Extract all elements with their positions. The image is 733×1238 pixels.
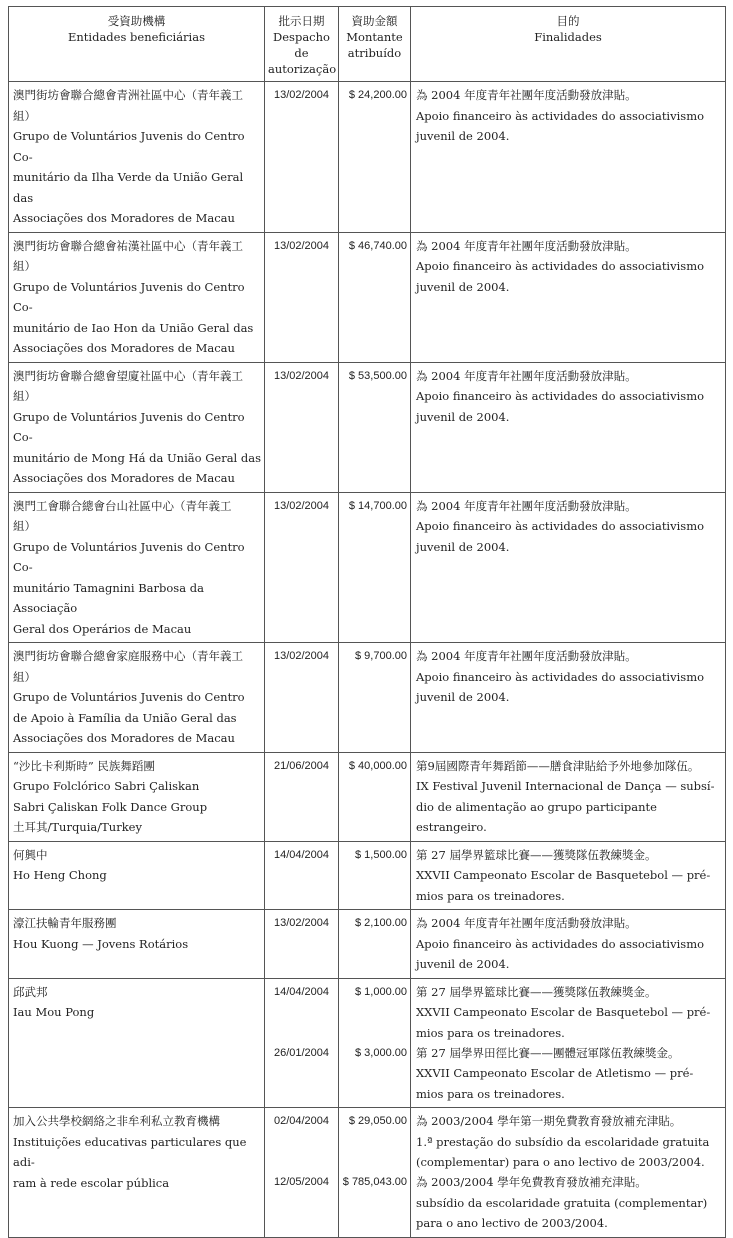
date-cell — [265, 643, 339, 753]
amount-value: $ 785,043.00 — [342, 1176, 407, 1188]
date-value: 12/05/2004 — [273, 1176, 330, 1188]
amount-cell — [339, 362, 411, 492]
amount-value: $ 53,500.00 — [348, 369, 407, 382]
table-row — [9, 841, 726, 910]
table-row — [9, 910, 726, 979]
header-date-pt1: Despacho de — [273, 30, 330, 60]
table-row-iau — [9, 978, 726, 1108]
purpose-line: 為 2003/2004 學年第一期免費教育發放補充津貼。 — [416, 1114, 682, 1128]
table-row — [9, 752, 726, 841]
amount-value: $ 40,000.00 — [348, 759, 407, 772]
date-value: 13/02/2004 — [273, 499, 330, 512]
purpose-line: subsídio da escolaridade gratuita (complementar) — [416, 1195, 708, 1210]
entity-line: Ho Heng Chong — [13, 868, 107, 882]
date-value: 26/01/2004 — [273, 1046, 330, 1059]
header-entities-pt: Entidades beneficiárias — [67, 30, 205, 44]
date-cell — [265, 232, 339, 362]
spacer — [342, 1132, 407, 1153]
amount-value: $ 2,100.00 — [355, 917, 407, 929]
amount-cell — [339, 643, 411, 753]
spacer — [268, 1023, 335, 1043]
purpose-cell — [411, 362, 726, 492]
purpose-line: Apoio financeiro às actividades do associativismo — [416, 936, 705, 951]
entity-cell — [9, 643, 265, 753]
purpose-line: Apoio financeiro às actividades do associativismo — [416, 669, 705, 684]
header-amount-pt2: atribuído — [347, 46, 402, 60]
purpose-line: para o ano lectivo de 2003/2004. — [416, 1216, 608, 1230]
entity-line: Associações dos Moradores de Macau — [13, 731, 235, 745]
purpose-cell — [411, 492, 726, 643]
amount-value: $ 9,700.00 — [355, 650, 407, 662]
date-value: 13/02/2004 — [273, 917, 330, 929]
entity-line: 澳門街坊會聯合總會青洲社區中心（青年義工 — [13, 88, 243, 102]
date-cell — [265, 752, 339, 841]
purpose-line: 第 27 屆學界籃球比賽——獲獎隊伍教練獎金。 — [416, 847, 657, 862]
entity-line: munitário de Mong Há da União Geral das — [13, 450, 261, 465]
entity-line: Instituições educativas particulares que adi- — [13, 1134, 247, 1169]
entity-cell — [9, 910, 265, 979]
entity-line: Associações dos Moradores de Macau — [13, 211, 235, 225]
purpose-line: dio de alimentação ao grupo participante estrangeiro. — [416, 799, 657, 834]
entity-line: Grupo de Voluntários Juvenis do Centro Co- — [13, 409, 245, 444]
purpose-line: 第 27 屆學界籃球比賽——獲獎隊伍教練獎金。 — [416, 984, 657, 999]
amount-value: $ 1,000.00 — [355, 985, 407, 998]
table-row-inst — [9, 1108, 726, 1238]
purpose-line: juvenil de 2004. — [416, 957, 510, 971]
purpose-line: juvenil de 2004. — [416, 409, 510, 424]
entity-line: “沙比卡利斯時” 民族舞蹈團 — [13, 758, 155, 773]
purpose-line: 為 2004 年度青年社團年度活動發放津貼。 — [416, 238, 637, 253]
date-cell — [265, 978, 339, 1108]
amount-cell — [339, 910, 411, 979]
amount-value: $ 24,200.00 — [348, 89, 407, 101]
entity-line: ram à rede escolar pública — [13, 1175, 170, 1190]
date-cell — [265, 492, 339, 643]
date-value: 13/02/2004 — [273, 650, 330, 662]
purpose-line: Apoio financeiro às actividades do associativismo — [416, 259, 705, 273]
purpose-line: (complementar) para o ano lectivo de 2003/2004. — [416, 1155, 705, 1169]
entity-line: Hou Kuong — Jovens Rotários — [13, 936, 189, 951]
spacer — [268, 1002, 335, 1023]
purpose-line: mios para os treinadores. — [416, 888, 565, 903]
table-row — [9, 643, 726, 753]
amount-value: $ 14,700.00 — [348, 499, 407, 512]
date-value: 13/02/2004 — [273, 89, 330, 101]
date-cell — [265, 1108, 339, 1238]
spacer — [342, 1002, 407, 1023]
entity-cell — [9, 362, 265, 492]
date-cell — [265, 82, 339, 233]
entity-cell — [9, 82, 265, 233]
entity-line: Grupo de Voluntários Juvenis do Centro Co- — [13, 279, 245, 314]
date-cell — [265, 841, 339, 910]
amount-cell — [339, 82, 411, 233]
entity-line: 邱武邦 — [13, 984, 48, 999]
entity-cell — [9, 232, 265, 362]
date-value: 02/04/2004 — [273, 1115, 330, 1127]
purpose-line: 1.ª prestação do subsídio da escolaridade gratuita — [416, 1134, 710, 1149]
entity-line: 澳門街坊會聯合總會家庭服務中心（青年義工 — [13, 649, 243, 663]
entity-line: 組） — [13, 669, 36, 684]
entity-line: 組） — [13, 389, 36, 403]
purpose-cell — [411, 82, 726, 233]
entity-line: Grupo de Voluntários Juvenis do Centro Co- — [13, 539, 245, 574]
header-amount-pt1: Montante — [346, 30, 403, 44]
purpose-line: 為 2004 年度青年社團年度活動發放津貼。 — [416, 88, 637, 102]
purpose-line: mios para os treinadores. — [416, 1086, 565, 1101]
amount-value: $ 3,000.00 — [355, 1046, 407, 1059]
header-amount-zh: 資助金額 — [351, 14, 398, 28]
entity-line: de Apoio à Família da União Geral das — [13, 710, 237, 725]
purpose-line: juvenil de 2004. — [416, 539, 510, 554]
spacer — [342, 1023, 407, 1043]
header-purpose — [411, 7, 726, 82]
amount-cell — [339, 841, 411, 910]
purpose-cell — [411, 752, 726, 841]
purpose-line: Apoio financeiro às actividades do associativismo — [416, 108, 705, 123]
entity-line: Sabri Çaliskan Folk Dance Group — [13, 799, 208, 814]
entity-line: munitário da Ilha Verde da União Geral das — [13, 170, 244, 205]
purpose-line: XXVII Campeonato Escolar de Basquetebol — pré- — [416, 1005, 711, 1019]
header-date-zh: 批示日期 — [278, 14, 325, 28]
header-date-pt2: autorização — [268, 62, 337, 76]
entity-line: Associações dos Moradores de Macau — [13, 341, 235, 355]
purpose-line: 為 2004 年度青年社團年度活動發放津貼。 — [416, 916, 637, 930]
purpose-line: 第9屆國際青年舞蹈節——膳食津貼給予外地參加隊伍。 — [416, 758, 700, 773]
table-row — [9, 82, 726, 233]
purpose-cell — [411, 232, 726, 362]
purpose-cell — [411, 910, 726, 979]
purpose-line: Apoio financeiro às actividades do associativismo — [416, 519, 705, 533]
spacer — [342, 1152, 407, 1172]
purpose-line: 第 27 屆學界田徑比賽——團體冠軍隊伍教練獎金。 — [416, 1045, 680, 1060]
entity-cell — [9, 1108, 265, 1238]
amount-value: $ 1,500.00 — [355, 848, 407, 861]
entity-line: 加入公共學校網絡之非牟利私立教育機構 — [13, 1114, 220, 1128]
date-value: 14/04/2004 — [273, 985, 330, 998]
entity-line: 澳門工會聯合總會台山社區中心（青年義工 — [13, 498, 232, 513]
purpose-line: juvenil de 2004. — [416, 690, 510, 704]
purpose-line: IX Festival Juvenil Internacional de Dança — subsí- — [416, 779, 715, 793]
purpose-line: juvenil de 2004. — [416, 129, 510, 143]
entity-line: 濠江扶輪青年服務團 — [13, 916, 117, 930]
purpose-line: juvenil de 2004. — [416, 279, 510, 294]
entity-line: Grupo de Voluntários Juvenis do Centro Co- — [13, 129, 245, 164]
purpose-line: XXVII Campeonato Escolar de Atletismo — pré- — [416, 1066, 694, 1080]
entity-line: Iau Mou Pong — [13, 1005, 95, 1019]
amount-value: $ 46,740.00 — [348, 239, 407, 252]
date-cell — [265, 910, 339, 979]
purpose-cell — [411, 643, 726, 753]
purpose-line: XXVII Campeonato Escolar de Basquetebol — pré- — [416, 868, 711, 882]
entity-cell — [9, 492, 265, 643]
entity-line: 組） — [13, 519, 36, 533]
spacer — [268, 1152, 335, 1172]
amount-cell — [339, 492, 411, 643]
entity-line: Geral dos Operários de Macau — [13, 621, 192, 636]
header-entities-zh: 受資助機構 — [107, 14, 166, 28]
amount-cell — [339, 232, 411, 362]
entity-line: Grupo Folclórico Sabri Çaliskan — [13, 779, 200, 793]
grants-table — [8, 6, 726, 1238]
header-amount — [339, 7, 411, 82]
entity-line: 組） — [13, 259, 36, 273]
amount-value: $ 29,050.00 — [348, 1115, 407, 1127]
table-header-row — [9, 7, 726, 82]
purpose-line: 為 2004 年度青年社團年度活動發放津貼。 — [416, 498, 637, 513]
purpose-cell — [411, 978, 726, 1108]
entity-line: 澳門街坊會聯合總會祐漢社區中心（青年義工 — [13, 238, 243, 253]
purpose-line: mios para os treinadores. — [416, 1025, 565, 1040]
date-value: 13/02/2004 — [273, 239, 330, 252]
table-row — [9, 232, 726, 362]
date-value: 14/04/2004 — [273, 848, 330, 861]
entity-line: 組） — [13, 108, 36, 123]
header-purpose-pt: Finalidades — [534, 30, 602, 44]
entity-cell — [9, 978, 265, 1108]
entity-line: munitário Tamagnini Barbosa da Associação — [13, 580, 204, 615]
spacer — [268, 1132, 335, 1153]
purpose-line: Apoio financeiro às actividades do associativismo — [416, 389, 705, 403]
entity-line: 土耳其/Turquia/Turkey — [13, 820, 142, 834]
entity-line: munitário de Iao Hon da União Geral das — [13, 320, 254, 335]
table-row — [9, 492, 726, 643]
entity-line: Associações dos Moradores de Macau — [13, 471, 235, 485]
amount-cell — [339, 978, 411, 1108]
entity-cell — [9, 752, 265, 841]
purpose-cell — [411, 1108, 726, 1238]
date-value: 21/06/2004 — [273, 759, 330, 772]
header-entities — [9, 7, 265, 82]
entity-line: 何興中 — [13, 847, 48, 862]
header-purpose-zh: 目的 — [556, 14, 580, 28]
amount-cell — [339, 1108, 411, 1238]
amount-cell — [339, 752, 411, 841]
date-cell — [265, 362, 339, 492]
entity-line: Grupo de Voluntários Juvenis do Centro — [13, 690, 245, 704]
header-date — [265, 7, 339, 82]
entity-cell — [9, 841, 265, 910]
purpose-line: 為 2004 年度青年社團年度活動發放津貼。 — [416, 368, 637, 383]
purpose-line: 為 2004 年度青年社團年度活動發放津貼。 — [416, 649, 637, 663]
document-page — [8, 6, 725, 1238]
table-row — [9, 362, 726, 492]
purpose-cell — [411, 841, 726, 910]
date-value: 13/02/2004 — [273, 369, 330, 382]
purpose-line: 為 2003/2004 學年免費教育發放補充津貼。 — [416, 1175, 647, 1189]
entity-line: 澳門街坊會聯合總會望廈社區中心（青年義工 — [13, 368, 243, 383]
